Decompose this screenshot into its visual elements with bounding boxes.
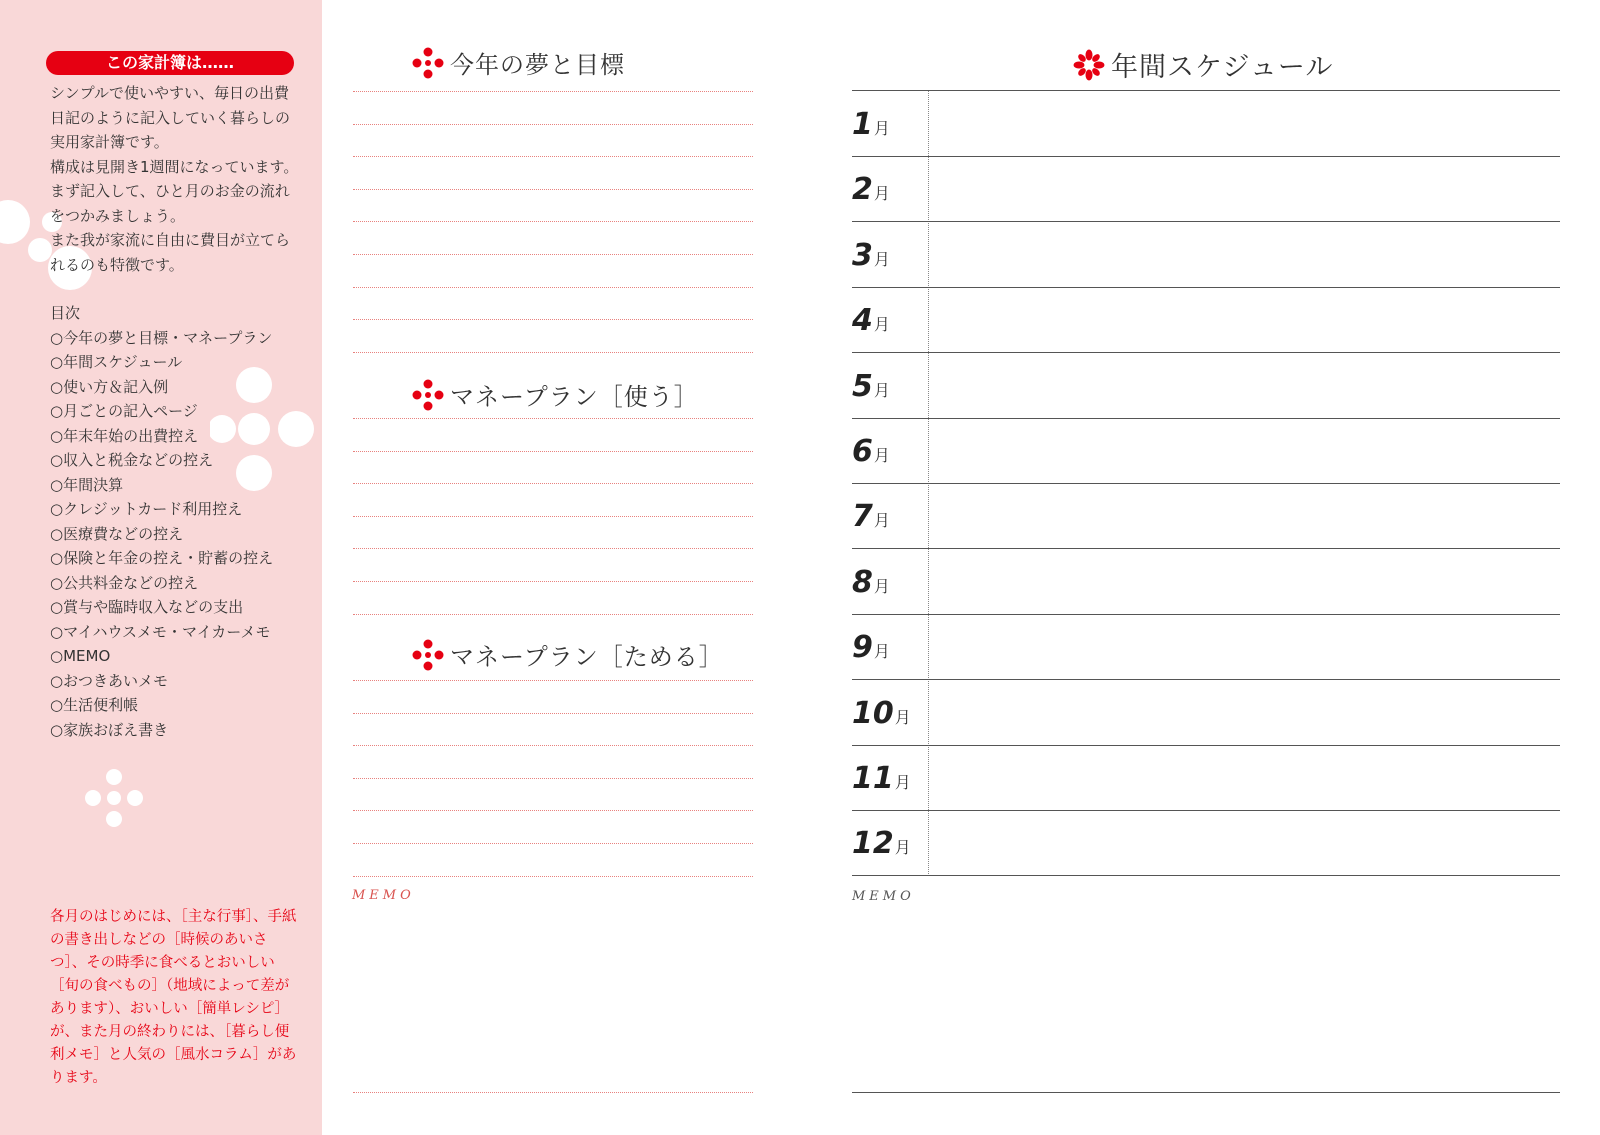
schedule-memo-bottom-rule (852, 1092, 1560, 1093)
month-unit: 月 (873, 184, 890, 204)
toc-title: 目次 (50, 304, 81, 322)
month-row[interactable] (852, 614, 1560, 680)
red-flower-icon (412, 379, 444, 411)
money-plan-use-heading (412, 377, 699, 412)
writing-line[interactable] (353, 680, 753, 681)
writing-line[interactable] (353, 483, 753, 484)
month-row[interactable] (852, 91, 1560, 157)
writing-line[interactable] (353, 778, 753, 779)
toc-item: ○賞与や臨時収入などの支出 (50, 598, 244, 616)
month-unit: 月 (873, 511, 890, 531)
toc-list (50, 326, 310, 743)
month-unit: 月 (894, 707, 911, 727)
toc-item: ○家族おぼえ書き (50, 720, 169, 739)
writing-line[interactable] (353, 254, 753, 255)
sidebar (0, 0, 322, 1135)
memo-label-right: MEMO (852, 889, 915, 904)
intro-paragraph: シンプルで使いやすい、毎日の出費日記のように記入していく暮らしの実用家計簿です。 (50, 84, 291, 151)
writing-line[interactable] (353, 124, 753, 125)
money-plan-save-title: マネープラン［ためる］ (450, 643, 724, 671)
writing-line[interactable] (353, 548, 753, 549)
writing-line[interactable] (353, 91, 753, 92)
month-label (852, 107, 890, 142)
month-label (852, 369, 890, 404)
intro-text (50, 81, 300, 277)
writing-line[interactable] (353, 156, 753, 157)
red-flower-icon (412, 639, 444, 671)
writing-line[interactable] (353, 516, 753, 517)
month-row[interactable] (852, 549, 1560, 615)
month-number: 4 (852, 303, 873, 339)
money-plan-save-heading (412, 637, 724, 672)
money-plan-use-title: マネープラン［使う］ (450, 383, 699, 411)
toc-item: ○クレジットカード利用控え (50, 500, 243, 518)
month-row[interactable] (852, 222, 1560, 288)
month-number: 11 (852, 761, 894, 796)
month-number: 9 (852, 630, 873, 666)
month-label (852, 434, 890, 469)
toc-item: ○生活便利帳 (50, 696, 139, 714)
month-label (852, 696, 911, 731)
month-row[interactable] (852, 287, 1560, 353)
month-number: 7 (852, 499, 873, 535)
month-unit: 月 (873, 446, 890, 465)
toc-item: ○使い方＆記入例 (50, 377, 169, 396)
memo-label-middle: MEMO (352, 888, 415, 903)
toc-item: ○収入と税金などの控え (50, 451, 214, 469)
month-row[interactable] (852, 353, 1560, 419)
writing-line[interactable] (353, 745, 753, 746)
writing-line[interactable] (353, 810, 753, 811)
writing-line[interactable] (353, 713, 753, 714)
month-unit: 月 (873, 576, 890, 596)
monthly-features-note: 各月のはじめには、［主な行事］、手紙の書き出しなどの［時候のあいさつ］、その時季に食べるとおいしい［旬の食べもの］（地域によって差があります）、おいしい［簡単レシピ］が、また月の終わりには、［暮らし便利メモ］と人気の［風水コラム］があります。 (50, 909, 297, 1086)
toc-item: ○年間スケジュール (50, 353, 183, 371)
dreams-goals-title: 今年の夢と目標 (450, 51, 625, 79)
sidebar-title-pill: この家計簿は…… (46, 51, 294, 75)
table-of-contents (50, 301, 310, 742)
writing-line[interactable] (353, 287, 753, 288)
month-row[interactable] (852, 418, 1560, 484)
month-row[interactable] (852, 810, 1560, 876)
month-label (852, 565, 890, 600)
month-number: 2 (852, 172, 873, 208)
writing-line[interactable] (353, 581, 753, 582)
month-unit: 月 (873, 380, 890, 400)
month-label (852, 238, 890, 273)
annual-schedule-title: 年間スケジュール (1111, 52, 1334, 83)
dreams-goals-heading (412, 45, 625, 80)
month-unit: 月 (873, 119, 890, 138)
toc-item: ○医療費などの控え (50, 524, 184, 543)
writing-line[interactable] (353, 189, 753, 190)
writing-line[interactable] (353, 451, 753, 452)
month-unit: 月 (894, 773, 911, 792)
toc-item: ○月ごとの記入ページ (50, 402, 198, 420)
month-number: 6 (852, 434, 873, 469)
month-unit: 月 (894, 838, 911, 858)
toc-item: ○年末年始の出費控え (50, 426, 199, 445)
decorative-flower-icon (84, 768, 144, 828)
toc-item: ○マイハウスメモ・マイカーメモ (50, 622, 271, 641)
intro-paragraph: 構成は見開き1週間になっています。まず記入して、ひと月のお金の流れをつかみましょう。 (50, 157, 299, 225)
month-label (852, 303, 890, 338)
intro-paragraph: また我が家流に自由に費目が立てられるのも特徴です。 (50, 231, 291, 274)
month-number: 1 (852, 107, 873, 142)
writing-line[interactable] (353, 876, 753, 877)
toc-item: ○おつきあいメモ (50, 671, 168, 690)
month-label (852, 630, 890, 665)
month-label (852, 499, 890, 534)
month-number: 8 (852, 564, 873, 600)
writing-line[interactable] (353, 614, 753, 615)
toc-item: ○公共料金などの控え (50, 573, 199, 592)
month-number: 5 (852, 368, 873, 404)
month-unit: 月 (873, 249, 890, 269)
red-asterisk-flower-icon (1073, 49, 1105, 81)
month-unit: 月 (873, 642, 890, 662)
writing-line[interactable] (353, 221, 753, 222)
month-label (852, 761, 911, 796)
month-row[interactable] (852, 483, 1560, 549)
toc-item: ○年間決算 (50, 475, 124, 494)
toc-item: ○今年の夢と目標・マネープラン (50, 328, 273, 347)
writing-line[interactable] (353, 352, 753, 353)
annual-schedule-heading (1073, 45, 1333, 84)
writing-line[interactable] (353, 319, 753, 320)
month-row[interactable] (852, 156, 1560, 222)
writing-line[interactable] (353, 418, 753, 419)
month-row[interactable] (852, 745, 1560, 811)
month-label (852, 826, 911, 861)
month-row[interactable] (852, 680, 1560, 746)
month-unit: 月 (873, 315, 890, 335)
month-number: 3 (852, 237, 873, 273)
month-label (852, 172, 890, 207)
month-number: 10 (852, 695, 894, 731)
memo-bottom-line (353, 1092, 753, 1093)
month-number: 12 (852, 826, 894, 862)
writing-line[interactable] (353, 843, 753, 844)
toc-item: ○保険と年金の控え・貯蓄の控え (50, 549, 274, 567)
red-flower-icon (412, 47, 444, 79)
toc-item: ○MEMO (50, 647, 111, 665)
